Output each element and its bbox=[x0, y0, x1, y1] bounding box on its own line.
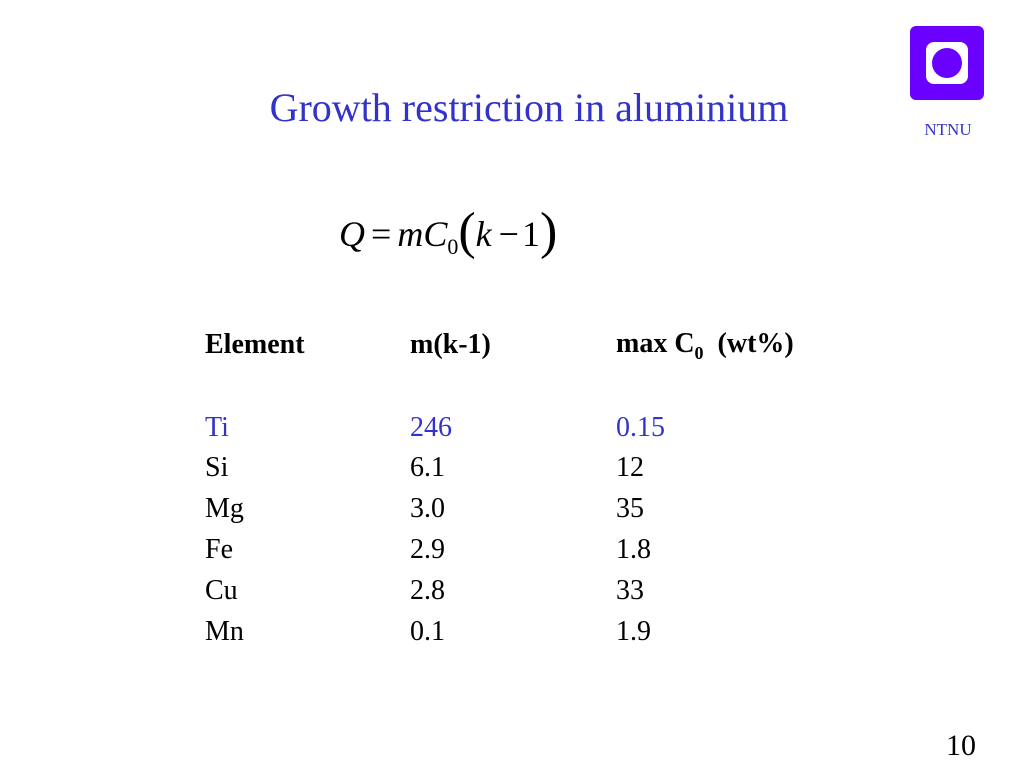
cell-mk: 0.1 bbox=[410, 615, 445, 647]
logo-ring bbox=[926, 42, 968, 84]
cell-max-c0: 1.9 bbox=[616, 615, 651, 647]
table-row bbox=[205, 408, 846, 449]
formula-subscript: 0 bbox=[447, 234, 459, 259]
formula-q: Q bbox=[339, 214, 365, 254]
table-header-row bbox=[205, 324, 846, 367]
cell-mk: 2.8 bbox=[410, 574, 445, 606]
growth-restriction-formula bbox=[339, 198, 557, 262]
table-row bbox=[205, 448, 846, 489]
formula-k: k bbox=[475, 214, 492, 254]
table-row bbox=[205, 612, 846, 653]
formula-m: m bbox=[397, 214, 424, 254]
table-row bbox=[205, 571, 846, 612]
formula-right-paren: ) bbox=[539, 203, 558, 260]
cell-element: Mn bbox=[205, 615, 244, 647]
cell-max-c0: 35 bbox=[616, 493, 644, 525]
table-row bbox=[205, 530, 846, 571]
cell-mk: 2.9 bbox=[410, 533, 445, 565]
formula-left-paren: ( bbox=[458, 203, 476, 260]
cell-mk: 6.1 bbox=[410, 452, 445, 484]
element-table bbox=[205, 324, 846, 652]
page-number: 10 bbox=[946, 729, 976, 762]
header-mk: m(k-1) bbox=[410, 329, 491, 360]
cell-max-c0: 0.15 bbox=[616, 411, 665, 443]
cell-max-c0: 1.8 bbox=[616, 533, 651, 565]
cell-element: Fe bbox=[205, 533, 233, 565]
ntnu-logo-icon bbox=[910, 26, 984, 100]
cell-mk: 3.0 bbox=[410, 493, 445, 525]
cell-element: Ti bbox=[205, 411, 229, 443]
formula-equals: = bbox=[371, 214, 392, 254]
slide-title: Growth restriction in aluminium bbox=[269, 85, 789, 130]
formula-one: 1 bbox=[521, 214, 540, 254]
header-max-c-unit: (wt%) bbox=[717, 328, 794, 359]
formula-c: C bbox=[423, 214, 448, 254]
cell-max-c0: 33 bbox=[616, 574, 644, 606]
header-max-c0 bbox=[616, 324, 846, 367]
cell-element: Cu bbox=[205, 574, 238, 606]
table-spacer-row bbox=[205, 367, 846, 408]
formula-minus: − bbox=[498, 214, 519, 254]
header-max-c-prefix: max C bbox=[616, 328, 695, 359]
header-max-c-subscript: 0 bbox=[694, 343, 704, 363]
table-row bbox=[205, 489, 846, 530]
cell-max-c0: 12 bbox=[616, 452, 644, 484]
logo-label: NTNU bbox=[924, 120, 972, 139]
cell-element: Mg bbox=[205, 493, 244, 525]
cell-element: Si bbox=[205, 452, 229, 484]
cell-mk: 246 bbox=[410, 411, 452, 443]
header-element: Element bbox=[205, 329, 305, 360]
logo-dot bbox=[932, 48, 962, 78]
